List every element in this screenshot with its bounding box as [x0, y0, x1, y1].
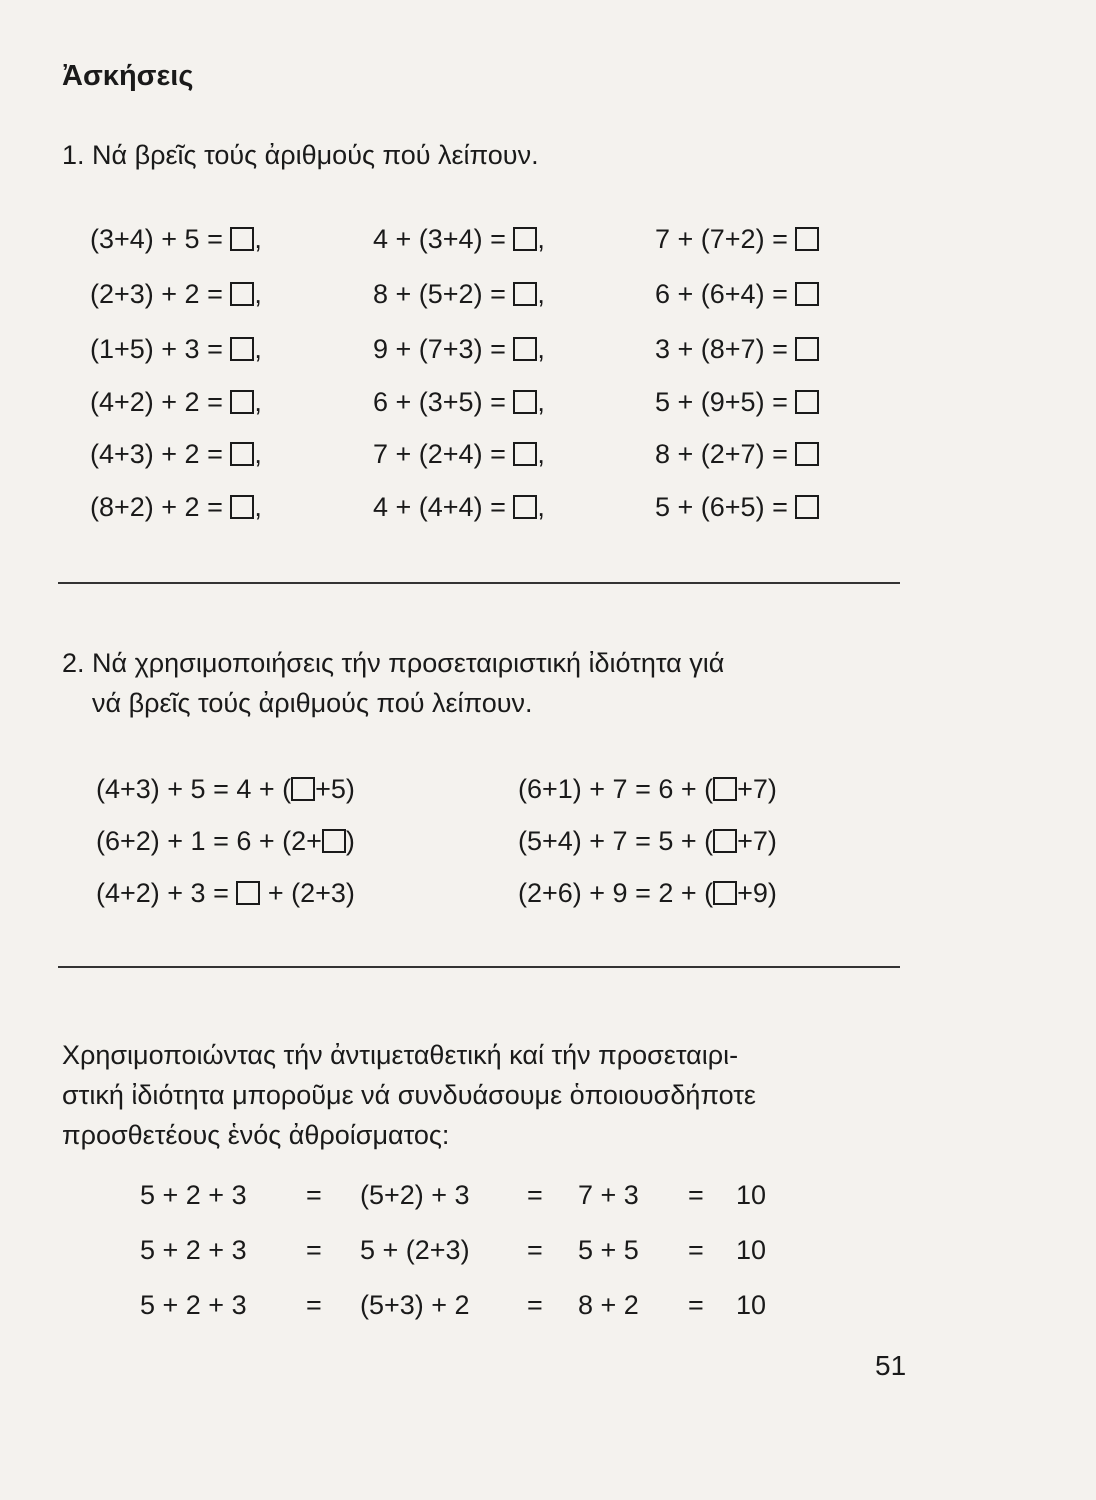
ex1-equation: 9 + (7+3) = ,	[373, 334, 545, 364]
answer-box[interactable]	[230, 390, 254, 414]
answer-box[interactable]	[513, 227, 537, 251]
ex1-equation: (1+5) + 3 = ,	[90, 334, 262, 364]
textbook-page: Ἀσκήσεις 1. Νά βρεῖς τούς ἀριθμούς πού λείπουν. (3+4) + 5 = , (2+3) + 2 = , (1+5) + 3 = , (4+2) + 2 = , (4+3) + 2 = , (8+2) + 2 = , 4 + (3+4) = , 8 + (5+2) = , 9 + (7+3) = , 6 + (3+5) = , 7 + (2+4) = , 4 + (4+4) = , 7 + (7+2) = 6 + (6+4) = 3 + (8+7) = 5 + (9+5) = 8 + (2+7) = 5 + (6+5) = 2. Νά χρησιμοποιήσεις τήν προσεταιριστική ἰδιότητα γιά νά βρεῖς τούς ἀριθμούς πού λείπουν. (4+3) + 5 = 4 + ( +5) (6+2) + 1 = 6 + (2+ ) (4+2) + 3 = + (2+3) (6+1) + 7 = 6 + ( +7) (5+4) + 7 = 5 + ( +7) (2+6) + 9 = 2 + ( +9) Χρησιμοποιώντας τήν ἀντιμεταθετική καί τήν προσεταιρι- στική ἰδιότητα μποροῦμε νά συνδυάσουμε ὁποιουσδήποτε προσθετέους ἑνός ἀθροίσματος: 5 + 2 + 3 = (5+2) + 3 = 7 + 3 = 10 5 + 2 + 3 = 5 + (2+3) = 5 + 5 = 10 5 + 2 + 3 = (5+3) + 2 = 8 + 2 = 10 51	[0, 0, 1096, 1500]
ex1-equation: 7 + (7+2) =	[655, 220, 819, 258]
answer-box[interactable]	[230, 282, 254, 306]
answer-box[interactable]	[713, 881, 737, 905]
section-divider	[58, 966, 900, 968]
ex1-equation: 4 + (3+4) = ,	[373, 224, 545, 254]
ex1-equation: 5 + (6+5) =	[655, 488, 819, 526]
answer-box[interactable]	[513, 337, 537, 361]
answer-box[interactable]	[230, 337, 254, 361]
ex2-equation: (6+1) + 7 = 6 + ( +7)	[518, 774, 777, 804]
ex1-equation: (3+4) + 5 = ,	[90, 224, 262, 254]
answer-box[interactable]	[713, 829, 737, 853]
ex1-equation: (8+2) + 2 = ,	[90, 492, 262, 522]
answer-box[interactable]	[230, 442, 254, 466]
ex1-equation: 7 + (2+4) = ,	[373, 439, 545, 469]
ex2-equation: (4+3) + 5 = 4 + ( +5)	[96, 774, 355, 804]
ex1-equation: 6 + (6+4) =	[655, 275, 819, 313]
answer-box[interactable]	[322, 829, 346, 853]
answer-box[interactable]	[236, 881, 260, 905]
ex1-equation: 4 + (4+4) = ,	[373, 492, 545, 522]
answer-box[interactable]	[795, 442, 819, 466]
section-heading: Ἀσκήσεις	[62, 60, 194, 92]
ex2-equation: (4+2) + 3 = + (2+3)	[96, 878, 355, 908]
answer-box[interactable]	[513, 282, 537, 306]
answer-box[interactable]	[513, 495, 537, 519]
answer-box[interactable]	[795, 227, 819, 251]
answer-box[interactable]	[795, 282, 819, 306]
ex2-equation: (2+6) + 9 = 2 + ( +9)	[518, 878, 777, 908]
answer-box[interactable]	[713, 777, 737, 801]
ex1-equation: (2+3) + 2 = ,	[90, 279, 262, 309]
answer-box[interactable]	[291, 777, 315, 801]
ex1-equation: 3 + (8+7) =	[655, 330, 819, 368]
section-divider	[58, 582, 900, 584]
answer-box[interactable]	[795, 390, 819, 414]
answer-box[interactable]	[513, 442, 537, 466]
ex1-equation: 8 + (2+7) =	[655, 435, 819, 473]
page-number: 51	[875, 1350, 907, 1381]
answer-box[interactable]	[795, 495, 819, 519]
ex1-equation: (4+3) + 2 = ,	[90, 439, 262, 469]
exercise-2-title-line1: 2. Νά χρησιμοποιήσεις τήν προσεταιριστική ἰδιότητα γιά	[62, 648, 725, 678]
ex1-equation: (4+2) + 2 = ,	[90, 387, 262, 417]
ex2-equation: (5+4) + 7 = 5 + ( +7)	[518, 826, 777, 856]
answer-box[interactable]	[230, 495, 254, 519]
answer-box[interactable]	[230, 227, 254, 251]
ex1-equation: 8 + (5+2) = ,	[373, 279, 545, 309]
answer-box[interactable]	[513, 390, 537, 414]
explanation-paragraph: Χρησιμοποιώντας τήν ἀντιμεταθετική καί τήν προσεταιρι- στική ἰδιότητα μποροῦμε νά συνδυάσουμε ὁποιουσδήποτε προσθετέους ἑνός ἀθροίσματος:	[62, 1040, 756, 1150]
exercise-1-title: 1. Νά βρεῖς τούς ἀριθμούς πού λείπουν.	[62, 140, 539, 170]
ex1-equation: 6 + (3+5) = ,	[373, 387, 545, 417]
answer-box[interactable]	[795, 337, 819, 361]
ex2-equation: (6+2) + 1 = 6 + (2+ )	[96, 826, 355, 856]
ex1-equation: 5 + (9+5) =	[655, 383, 819, 421]
exercise-2-title-line2: νά βρεῖς τούς ἀριθμούς πού λείπουν.	[92, 688, 533, 718]
